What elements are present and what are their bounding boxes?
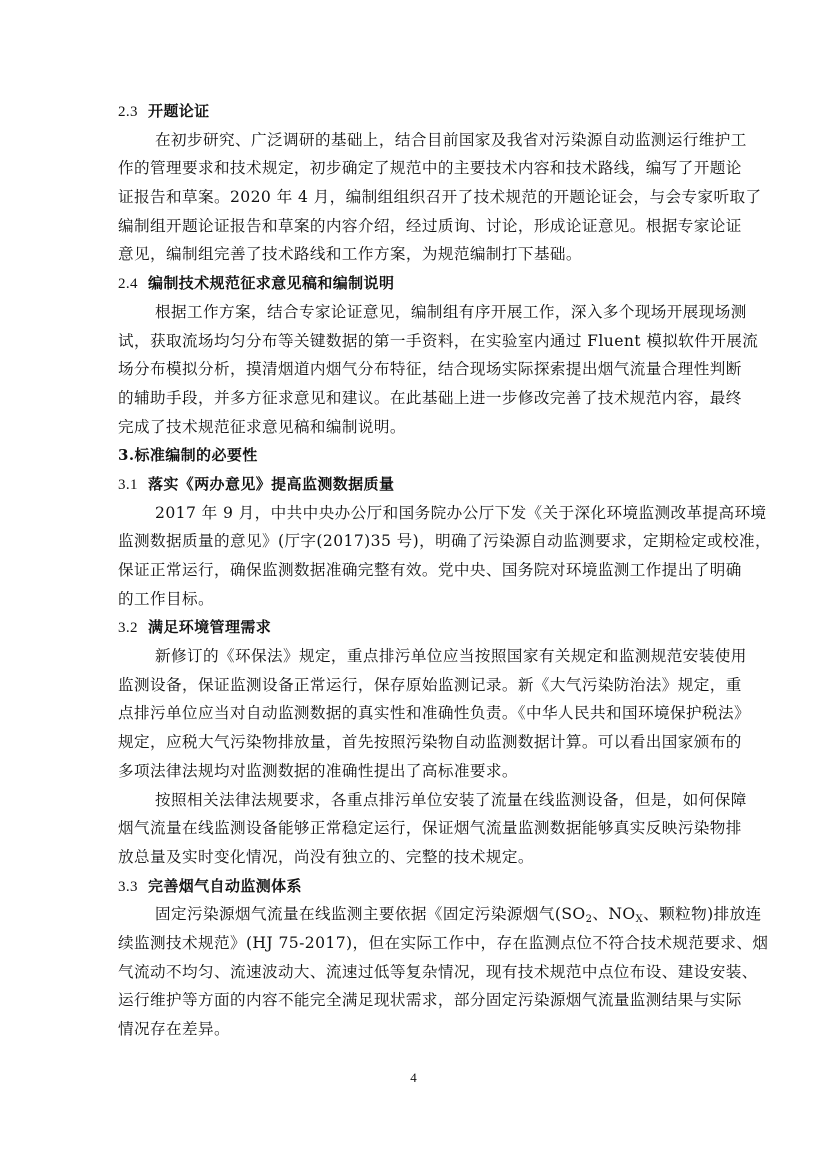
subscript: X <box>635 914 644 926</box>
paragraph-line: 的工作目标。 <box>118 589 214 608</box>
paragraph-line: 保证正常运行，确保监测数据准确完整有效。党中央、国务院对环境监测工作提出了明确 <box>118 561 742 579</box>
paragraph-line <box>118 900 762 929</box>
section-heading <box>118 269 706 298</box>
paragraph-line: 点排污单位应当对自动监测数据的真实性和准确性负责。《中华人民共和国环境保护税法》 <box>118 704 750 723</box>
paragraph-line: 编制组开题论证报告和草案的内容介绍，经过质询、讨论，形成论证意见。根据专家论证 <box>118 216 742 235</box>
paragraph-line: 完成了技术规范征求意见稿和编制说明。 <box>118 417 406 436</box>
paragraph-line: 情况存在差异。 <box>118 1020 230 1038</box>
section-title: 落实《两办意见》提高监测数据质量 <box>147 474 395 493</box>
paragraph-line: 新修订的《环保法》规定，重点排污单位应当按照国家有关规定和监测规范安装使用 <box>155 647 747 666</box>
paragraph-line: 按照相关法律法规要求，各重点排污单位安装了流量在线监测设备，但是，如何保障 <box>155 790 747 809</box>
paragraph-line: 在初步研究、广泛调研的基础上，结合目前国家及我省对污染源自动监测运行维护工 <box>155 130 747 149</box>
text-segment: 、颗粒物)排放连 <box>643 905 762 924</box>
paragraph-line: 放总量及实时变化情况，尚没有独立的、完整的技术规定。 <box>118 847 534 866</box>
paragraph-line: 规定，应税大气污染物排放量，首先按照污染物自动监测数据计算。可以看出国家颁布的 <box>118 733 742 752</box>
paragraph-line: 气流动不均匀、流速波动大、流速过低等复杂情况，现有技术规范中点位布设、建设安装、 <box>118 962 758 981</box>
paragraph-line: 续监测技术规范》(HJ 75-2017)，但在实际工作中，存在监测点位不符合技术规范要求、烟 <box>118 933 769 952</box>
paragraph <box>118 298 759 441</box>
section-number: 3.2 <box>118 620 138 637</box>
paragraph-line: 证报告和草案。2020 年 4 月，编制组组织召开了技术规范的开题论证会，与会专家听取了 <box>118 188 762 207</box>
paragraph-line: 试，获取流场均匀分布等关键数据的第一手资料，在实验室内通过 Fluent 模拟软件开展流 <box>118 331 759 350</box>
paragraph-line: 作的管理要求和技术规定，初步确定了规范中的主要技术内容和技术路线，编写了开题论 <box>118 159 742 178</box>
paragraph-line: 运行维护等方面的内容不能完全满足现状需求，部分固定污染源烟气流量监测结果与实际 <box>118 991 742 1010</box>
paragraph-line: 烟气流量在线监测设备能够正常稳定运行，保证烟气流量监测数据能够真实反映污染物排 <box>118 819 742 838</box>
section-heading <box>118 613 706 642</box>
paragraph <box>118 126 762 269</box>
section-number: 3.3 <box>118 878 138 895</box>
subscript: 2 <box>585 914 593 926</box>
section-heading <box>118 872 706 901</box>
section-heading <box>118 441 706 470</box>
section-title: 编制技术规范征求意见稿和编制说明 <box>147 274 395 293</box>
section-number: 2.4 <box>118 276 138 293</box>
paragraph-line: 根据工作方案，结合专家论证意见，编制组有序开展工作，深入多个现场开展现场测 <box>155 302 747 321</box>
section-title: 开题论证 <box>147 102 210 120</box>
section-title: 完善烟气自动监测体系 <box>147 876 302 895</box>
paragraph-line: 意见，编制组完善了技术路线和工作方案，为规范编制打下基础。 <box>118 245 582 264</box>
paragraph <box>118 786 747 872</box>
paragraph <box>118 642 750 785</box>
paragraph <box>118 900 769 1043</box>
paragraph <box>118 499 772 614</box>
paragraph-line: 场分布模拟分析，摸清烟道内烟气分布特征，结合现场实际探索提出烟气流量合理性判断 <box>118 360 742 379</box>
text-segment: 、NO <box>592 905 636 924</box>
paragraph-line: 监测设备，保证监测设备正常运行，保存原始监测记录。新《大气污染防治法》规定，重 <box>118 675 742 694</box>
section-title: 满足环境管理需求 <box>147 618 272 637</box>
paragraph-line: 多项法律法规均对监测数据的准确性提出了高标准要求。 <box>118 761 518 780</box>
section-number: 2.3 <box>118 104 138 120</box>
text-segment: 固定污染源烟气流量在线监测主要依据《固定污染源烟气(SO <box>155 905 586 924</box>
page-number: 4 <box>410 1070 417 1085</box>
paragraph-line: 监测数据质量的意见》(厅字(2017)35 号)，明确了污染源自动监测要求，定期检定或校准， <box>118 532 772 551</box>
paragraph-line: 2017 年 9 月，中共中央办公厅和国务院办公厅下发《关于深化环境监测改革提高环境 <box>155 503 767 522</box>
section-title: 3.标准编制的必要性 <box>118 446 258 465</box>
paragraph-line: 的辅助手段，并多方征求意见和建议。在此基础上进一步修改完善了技术规范内容，最终 <box>118 388 742 407</box>
section-heading <box>118 470 706 499</box>
section-heading <box>118 97 706 126</box>
section-number: 3.1 <box>118 476 138 493</box>
document-body <box>118 97 772 1044</box>
